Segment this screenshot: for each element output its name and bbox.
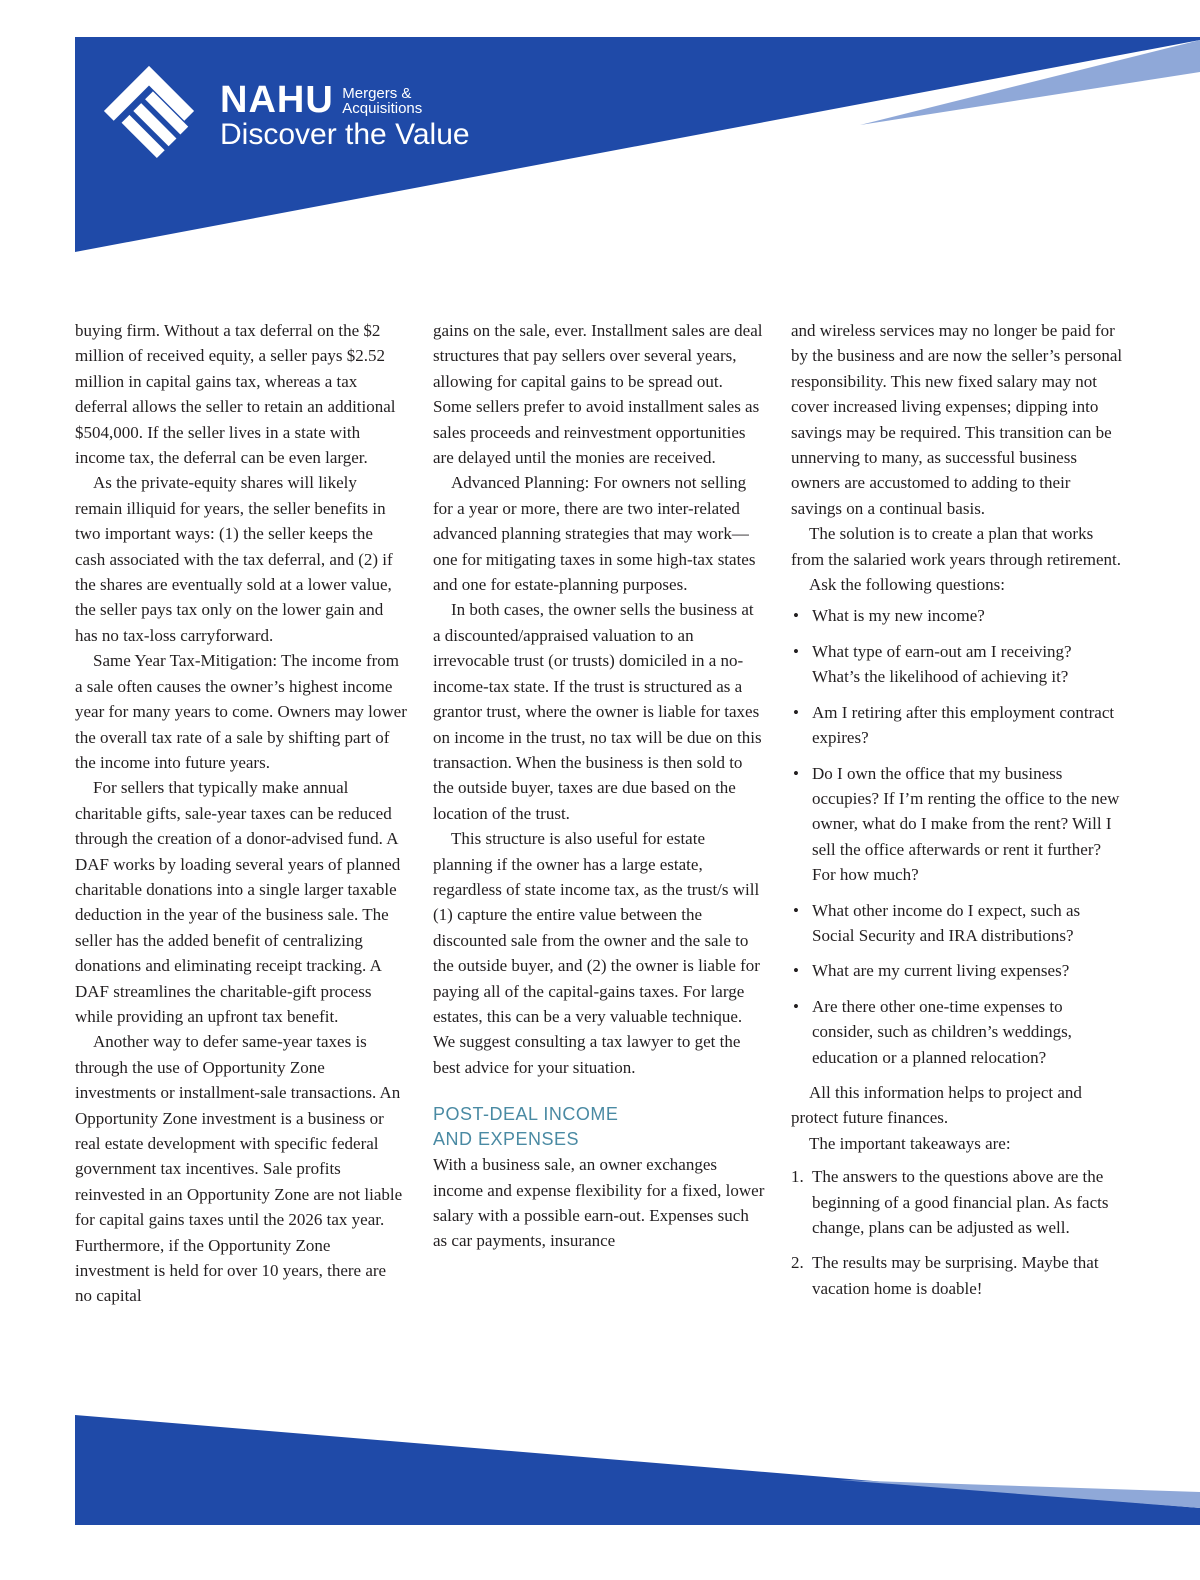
article-column-3 — [791, 318, 1123, 1311]
list-item-text: The results may be surprising. Maybe that vacation home is doable! — [812, 1253, 1099, 1298]
brand-name: NAHU — [220, 79, 334, 121]
paragraph: and wireless services may no longer be paid for by the business and are now the seller’s personal responsibility. This new fixed salary may not cover increased living expenses; dipping into savings may be required. This transition can be unnerving to many, as successful business owners are accustomed to adding to their savings on a continual basis. — [791, 321, 1123, 518]
brand-lockup — [220, 78, 422, 122]
section-heading — [433, 1102, 765, 1152]
questions-list — [791, 603, 1123, 1070]
list-item: • What type of earn-out am I receiving? What’s the likelihood of achieving it? — [791, 639, 1123, 690]
publication-url: benefitspecialistmagazine.com — [171, 1532, 459, 1553]
list-item-text: The answers to the questions above are the beginning of a good financial plan. As facts change, plans can be adjusted as well. — [812, 1167, 1109, 1237]
paragraph: buying firm. Without a tax deferral on the $2 million of received equity, a seller pays $2.52 million in capital gains tax, whereas a tax deferral allows the seller to retain an additional $504,000. If the seller lives in a state with income tax, the deferral can be even larger. — [75, 321, 396, 468]
list-item: • What other income do I expect, such as Social Security and IRA distributions? — [791, 898, 1123, 949]
list-item — [791, 1250, 1123, 1301]
page-number: 14 — [76, 1532, 98, 1553]
brand-subtitle — [342, 86, 422, 116]
list-item: • What is my new income? — [791, 603, 1123, 628]
paragraph: Advanced Planning: For owners not selling for a year or more, there are two inter-related advanced planning strategies that may work—one for mitigating taxes in some high-tax states and one for estate-planning purposes. — [433, 473, 756, 595]
paragraph: The important takeaways are: — [809, 1133, 1011, 1153]
section-heading-line2: AND EXPENSES — [433, 1129, 580, 1150]
page-folio — [76, 1532, 459, 1554]
paragraph: Another way to defer same-year taxes is through the use of Opportunity Zone investments or installment-sale transactions. An Opportunity Zone investment is a business or real estate development with specific federal government tax incentives. Sale profits reinvested in an Opportunity Zone are not liable for capital gains taxes until the 2026 tax year. Furthermore, if the Opportunity Zone investment is held for over 10 years, there are no capital — [75, 1032, 403, 1306]
brand-subtitle-line2: Acquisitions — [342, 100, 423, 117]
list-item: • Am I retiring after this employment contract expires? — [791, 700, 1123, 751]
list-item: • What are my current living expenses? — [791, 958, 1123, 983]
paragraph: gains on the sale, ever. Installment sales are deal structures that pay sellers over several years, allowing for capital gains to be spread out. Some sellers prefer to avoid installment sales as sales proceeds and reinvestment opportunities are delayed until the monies are received. — [433, 321, 763, 468]
takeaways-list — [791, 1164, 1123, 1301]
paragraph: This structure is also useful for estate planning if the owner has a large estate, regardless of state income tax, as the trust/s will (1) capture the entire value between the discounted sale from the owner and the sale to the outside buyer, and (2) the owner is liable for paying all of the capital-gains taxes. For large estates, this can be a very valuable technique. We suggest consulting a tax lawyer to get the best advice for your situation. — [433, 829, 760, 1077]
list-number: 1. — [791, 1167, 804, 1187]
nahu-chevron-logo-icon — [100, 62, 198, 160]
list-item: • Do I own the office that my business occupies? If I’m renting the office to the new owner, what do I make from the rent? Will I sell the office afterwards or rent it further? For how much? — [791, 761, 1123, 888]
paragraph: As the private-equity shares will likely remain illiquid for years, the seller benefits in two important ways: (1) the seller keeps the cash associated with the tax deferral, and (2) if the shares are eventually sold at a lower value, the seller pays tax only on the lower gain and has no tax-loss carryforward. — [75, 473, 393, 645]
paragraph: The solution is to create a plan that works from the salaried work years through retirement. — [791, 524, 1121, 569]
list-item — [791, 1164, 1123, 1240]
brand-subtitle-line1: Mergers & — [342, 85, 412, 102]
paragraph: For sellers that typically make annual charitable gifts, sale-year taxes can be reduced through the creation of a donor-advised fund. A DAF works by loading several years of planned charitable donations into a single larger taxable deduction in the year of the business sale. The seller has the added benefit of centralizing donations and eliminating receipt tracking. A DAF streamlines the charitable-gift process while providing an upfront tax benefit. — [75, 778, 401, 1026]
article-column-1 — [75, 318, 407, 1309]
brand-tagline: Discover the Value — [220, 118, 470, 151]
section-heading-line1: POST-DEAL INCOME — [433, 1104, 619, 1125]
paragraph: Ask the following questions: — [809, 575, 1005, 595]
folio-separator: | — [156, 1532, 162, 1553]
article-column-2 — [433, 318, 765, 1254]
list-number: 2. — [791, 1253, 804, 1273]
paragraph: In both cases, the owner sells the business at a discounted/appraised valuation to an irrevocable trust (or trusts) domiciled in a no-income-tax state. If the trust is structured as a grantor trust, where the owner is liable for taxes on income in the trust, no tax will be due on this transaction. When the business is then sold to the outside buyer, taxes are due based on the location of the trust. — [433, 600, 762, 823]
list-item: • Are there other one-time expenses to consider, such as children’s weddings, education or a planned relocation? — [791, 994, 1123, 1070]
paragraph: All this information helps to project and protect future finances. — [791, 1082, 1082, 1128]
publication-name: ABS — [105, 1532, 147, 1553]
paragraph: With a business sale, an owner exchanges income and expense flexibility for a fixed, lower salary with a possible earn-out. Expenses such as car payments, insurance — [433, 1155, 765, 1251]
paragraph: Same Year Tax-Mitigation: The income from a sale often causes the owner’s highest income year for many years to come. Owners may lower the overall tax rate of a sale by shifting part of the income into future years. — [75, 651, 407, 772]
